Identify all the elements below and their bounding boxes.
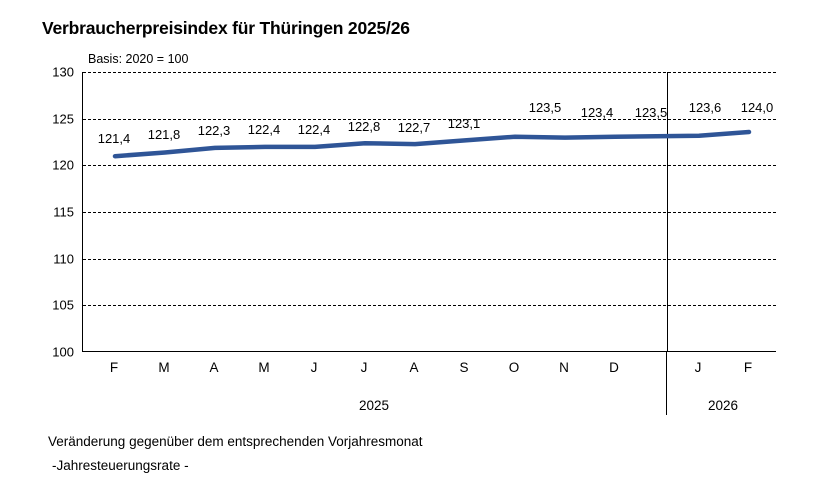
data-label-5: 122,8 bbox=[347, 119, 381, 134]
data-label-6: 122,7 bbox=[397, 120, 431, 135]
x-tick-8: O bbox=[508, 360, 520, 375]
x-tick-7: S bbox=[459, 360, 469, 375]
x-tick-6: A bbox=[409, 360, 419, 375]
y-tick-130: 130 bbox=[52, 64, 74, 80]
y-tick-115: 115 bbox=[53, 204, 74, 220]
x-tick-5: J bbox=[360, 360, 368, 375]
data-label-4: 122,4 bbox=[297, 122, 331, 137]
data-label-12: 124,0 bbox=[740, 100, 774, 115]
data-label-1: 121,8 bbox=[147, 127, 181, 142]
data-label-0: 121,4 bbox=[97, 131, 131, 146]
y-tick-100: 100 bbox=[52, 344, 74, 360]
x-tick-4: J bbox=[310, 360, 318, 375]
data-label-2: 122,3 bbox=[197, 123, 231, 138]
x-tick-10: D bbox=[609, 360, 619, 375]
year-label-2025: 2025 bbox=[358, 398, 390, 413]
footnote-line-2: -Jahresteuerungsrate - bbox=[52, 458, 189, 473]
year-label-2026: 2026 bbox=[707, 398, 739, 413]
y-tick-110: 110 bbox=[53, 251, 74, 267]
data-label-7: 123,1 bbox=[447, 116, 481, 131]
y-tick-120: 120 bbox=[52, 157, 74, 173]
basis-note: Basis: 2020 = 100 bbox=[88, 52, 189, 66]
footnote-line-1: Veränderung gegenüber dem entsprechenden Vorjahresmonat bbox=[48, 434, 423, 449]
y-tick-125: 125 bbox=[52, 111, 74, 127]
x-tick-11: J bbox=[694, 360, 702, 375]
data-label-9: 123,4 bbox=[580, 105, 614, 120]
x-tick-9: N bbox=[559, 360, 569, 375]
data-label-10: 123,5 bbox=[634, 105, 668, 120]
page-title: Verbraucherpreisindex für Thüringen 2025/26 bbox=[42, 18, 410, 38]
data-label-3: 122,4 bbox=[247, 122, 281, 137]
y-tick-105: 105 bbox=[52, 297, 74, 313]
data-label-11: 123,6 bbox=[688, 100, 722, 115]
series-line bbox=[83, 72, 777, 352]
year-separator-lower bbox=[666, 352, 667, 415]
data-label-8: 123,5 bbox=[528, 100, 562, 115]
x-tick-1: M bbox=[158, 360, 170, 375]
x-tick-3: M bbox=[258, 360, 270, 375]
x-tick-0: F bbox=[109, 360, 119, 375]
plot-area bbox=[82, 72, 776, 352]
x-tick-12: F bbox=[743, 360, 753, 375]
x-tick-2: A bbox=[209, 360, 219, 375]
